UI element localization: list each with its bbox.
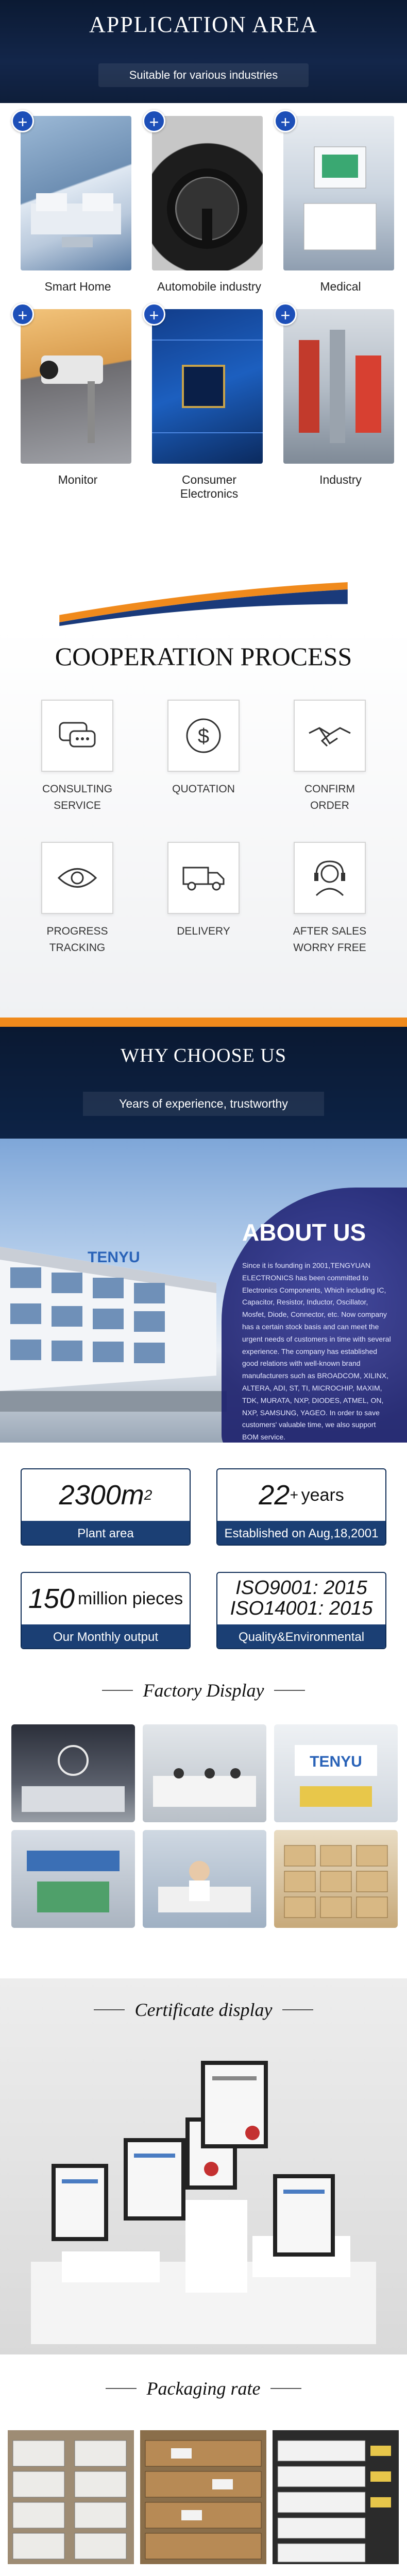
application-card-medical[interactable] bbox=[274, 113, 398, 294]
stat-sup: 2 bbox=[144, 1487, 152, 1503]
stat-value: 22 bbox=[259, 1480, 290, 1511]
building-sign: TENYU bbox=[88, 1249, 140, 1266]
application-subtitle: Suitable for various industries bbox=[98, 63, 309, 87]
eye-icon bbox=[41, 842, 113, 914]
coop-step-label: PROGRESS TRACKING bbox=[46, 925, 108, 954]
stat-label: Plant area bbox=[22, 1521, 190, 1546]
packaging-title: Packaging rate bbox=[0, 2378, 407, 2399]
dollar-icon bbox=[167, 700, 240, 772]
chat-icon bbox=[41, 700, 113, 772]
factory-gallery bbox=[0, 1701, 407, 1928]
about-panel bbox=[222, 1188, 407, 1443]
plus-icon[interactable]: + bbox=[11, 110, 34, 132]
certificate-display bbox=[31, 2056, 376, 2344]
coop-step-label: DELIVERY bbox=[177, 925, 230, 937]
coop-step-consulting bbox=[21, 700, 134, 814]
stat-iso-9001: ISO9001: 2015 bbox=[235, 1577, 367, 1599]
stat-value: 2300m bbox=[59, 1480, 144, 1511]
coop-step-label: CONSULTING SERVICE bbox=[42, 783, 113, 811]
packaging-photo[interactable] bbox=[140, 2430, 266, 2564]
plus-icon[interactable]: + bbox=[11, 303, 34, 326]
coop-step-after-sales bbox=[273, 842, 386, 956]
stat-monthly-output bbox=[21, 1572, 191, 1649]
about-section bbox=[0, 1139, 407, 1443]
coop-step-confirm bbox=[273, 700, 386, 814]
cooperation-title: COOPERATION PROCESS bbox=[55, 642, 352, 671]
coop-step-delivery bbox=[147, 842, 260, 956]
coop-step-label: QUOTATION bbox=[172, 783, 235, 795]
building-image bbox=[0, 1206, 227, 1412]
packaging-photo[interactable] bbox=[8, 2430, 134, 2564]
factory-photo[interactable] bbox=[143, 1830, 266, 1928]
stats-section bbox=[0, 1443, 407, 1659]
application-hero bbox=[0, 0, 407, 103]
packaging-section bbox=[0, 2354, 407, 2576]
certificate-frame[interactable] bbox=[273, 2174, 335, 2257]
certificate-frame[interactable] bbox=[124, 2138, 185, 2221]
why-choose-section bbox=[0, 1018, 407, 1139]
stat-sup: + bbox=[290, 1487, 298, 1503]
about-body: Since it is founding in 2001,TENGYUAN ELECTRONICS has been committed to Electronics Components, Which including IC, Capacitor, Resistor, Inductor, Oscillator, Mosfet, Diode, Connector, etc. Now company has a certain stock basis and can meet the urgent needs of customers in time with several experience. The company has established good relations with well-known brand manufacturers such as BROADCOM, XILINX, ALTERA, ADI, ST, TI, MICROCHIP, MAXIM, TDK, MURATA, NXP, DIODES, ATMEL, ON, NXP, SAMSUNG, YAGEO. In order to save customers' valuable time, we also support BOM service. bbox=[242, 1261, 391, 1442]
application-card-industry[interactable] bbox=[274, 306, 398, 501]
svg-text:$: $ bbox=[197, 725, 210, 748]
monitor-image bbox=[21, 309, 131, 464]
stat-label: Quality&Environmental bbox=[217, 1624, 385, 1649]
plus-icon[interactable]: + bbox=[274, 303, 297, 326]
certificate-title: Certificate display bbox=[0, 1999, 407, 2021]
orange-swoosh-divider bbox=[0, 582, 407, 626]
factory-section bbox=[0, 1659, 407, 1978]
stat-unit: million pieces bbox=[78, 1588, 183, 1608]
industry-image bbox=[283, 309, 394, 464]
application-card-smart-home[interactable] bbox=[11, 113, 135, 294]
packaging-photo[interactable] bbox=[273, 2430, 399, 2564]
headset-icon bbox=[294, 842, 366, 914]
stat-label: Our Monthly output bbox=[22, 1624, 190, 1649]
application-title: APPLICATION AREA bbox=[89, 12, 318, 37]
factory-photo[interactable] bbox=[11, 1724, 135, 1822]
plus-icon[interactable]: + bbox=[143, 303, 165, 326]
smart-home-image bbox=[21, 116, 131, 270]
application-label: Medical bbox=[320, 280, 361, 293]
stat-label: Established on Aug,18,2001 bbox=[217, 1521, 385, 1546]
orange-bar bbox=[0, 1018, 407, 1027]
application-card-automobile[interactable] bbox=[143, 113, 266, 294]
coop-step-tracking bbox=[21, 842, 134, 956]
coop-step-quotation bbox=[147, 700, 260, 814]
application-label: Consumer Electronics bbox=[180, 473, 239, 500]
truck-icon bbox=[167, 842, 240, 914]
stat-plant-area bbox=[21, 1468, 191, 1546]
stat-iso bbox=[216, 1572, 386, 1649]
medical-image bbox=[283, 116, 394, 270]
application-label: Monitor bbox=[58, 473, 98, 486]
plus-icon[interactable]: + bbox=[274, 110, 297, 132]
consumer-electronics-image bbox=[152, 309, 263, 464]
application-label: Smart Home bbox=[44, 280, 111, 293]
stat-years bbox=[216, 1468, 386, 1546]
factory-title: Factory Display bbox=[0, 1680, 407, 1701]
factory-photo[interactable] bbox=[274, 1724, 398, 1822]
factory-photo[interactable] bbox=[274, 1830, 398, 1928]
application-card-monitor[interactable] bbox=[11, 306, 135, 501]
application-label: Industry bbox=[319, 473, 362, 486]
application-card-consumer[interactable] bbox=[143, 306, 266, 501]
factory-photo[interactable] bbox=[11, 1830, 135, 1928]
certificate-section bbox=[0, 1978, 407, 2354]
automobile-image bbox=[152, 116, 263, 270]
stat-iso-14001: ISO14001: 2015 bbox=[230, 1598, 373, 1619]
stat-unit: years bbox=[301, 1485, 344, 1505]
certificate-frame[interactable] bbox=[201, 2061, 268, 2148]
plus-icon[interactable]: + bbox=[143, 110, 165, 132]
application-grid bbox=[0, 103, 407, 501]
coop-step-label: CONFIRM ORDER bbox=[304, 783, 355, 811]
handshake-icon bbox=[294, 700, 366, 772]
coop-step-label: AFTER SALES WORRY FREE bbox=[293, 925, 367, 954]
cooperation-steps bbox=[0, 700, 407, 956]
cooperation-section bbox=[0, 626, 407, 1018]
about-title: ABOUT US bbox=[242, 1219, 366, 1246]
factory-photo[interactable] bbox=[143, 1724, 266, 1822]
packaging-gallery bbox=[0, 2399, 407, 2564]
certificate-frame[interactable] bbox=[52, 2164, 108, 2241]
application-label: Automobile industry bbox=[157, 280, 261, 293]
why-subtitle: Years of experience, trustworthy bbox=[83, 1092, 324, 1116]
stat-value: 150 bbox=[28, 1583, 75, 1614]
application-section bbox=[0, 0, 407, 626]
why-title: WHY CHOOSE US bbox=[121, 1045, 286, 1066]
factory-logo-text: TENYU bbox=[310, 1753, 362, 1770]
